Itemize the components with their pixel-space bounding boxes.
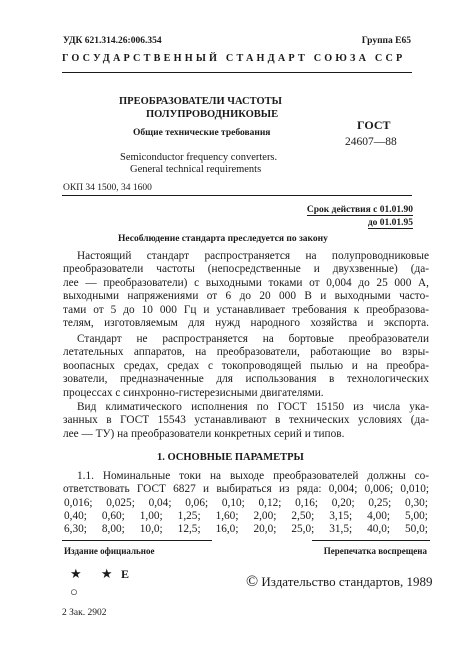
- value: 0,60;: [101, 510, 125, 522]
- circle-mark: ○: [70, 584, 78, 599]
- text-line: занных в ГОСТ 15543 устанавливают в технических условиях (да-: [63, 414, 429, 427]
- value: 25,0;: [291, 523, 315, 535]
- subtitle: Общие технические требования: [133, 128, 271, 138]
- copyright-text: Издательство стандартов, 1989: [261, 574, 433, 589]
- order-number: 2 Зак. 2902: [62, 608, 107, 618]
- value: 1,60;: [215, 510, 239, 522]
- title-rule: [62, 195, 412, 196]
- value: 4,00;: [367, 510, 391, 522]
- footer-rule-right: [312, 540, 430, 541]
- value: 0,016;: [64, 497, 93, 509]
- value: 16,0;: [215, 523, 239, 535]
- gost-label: ГОСТ: [357, 118, 391, 132]
- value: 6,30;: [64, 523, 87, 535]
- current-values-row-2: [64, 510, 428, 522]
- value: 2,50;: [291, 510, 315, 522]
- title-line-2: ПОЛУПРОВОДНИКОВЫЕ: [146, 109, 279, 120]
- section-heading: 1. ОСНОВНЫЕ ПАРАМЕТРЫ: [157, 452, 304, 463]
- footer-rule-left: [62, 540, 212, 541]
- text-line: Стандарт не распространяется на бортовые преобразователи: [77, 333, 429, 345]
- text-line: Настоящий стандарт распространяется на полупроводниковые: [77, 250, 429, 262]
- clause-1-1: [63, 470, 429, 497]
- copyright-line: [246, 573, 433, 591]
- value: 12,5;: [177, 523, 201, 535]
- value: 0,10;: [221, 497, 245, 509]
- value: 0,40;: [64, 510, 87, 522]
- title-line-1: ПРЕОБРАЗОВАТЕЛИ ЧАСТОТЫ: [119, 96, 282, 107]
- value: 5,00;: [405, 510, 428, 522]
- value: 0,06;: [185, 497, 209, 509]
- value: 1,00;: [139, 510, 163, 522]
- value: 0,20;: [331, 497, 355, 509]
- okp-code: ОКП 34 1500, 34 1600: [63, 183, 152, 193]
- star-marks: ★ ★: [70, 566, 121, 581]
- state-standard-banner: ГОСУДАРСТВЕННЫЙ СТАНДАРТ СОЮЗА ССР: [62, 53, 406, 64]
- text-line: процессах с синхронно-гистерезисными двигателями.: [63, 386, 324, 399]
- text-line: ответствовать ГОСТ 6827 и выбираться из ряда: 0,004; 0,006; 0,010;: [63, 483, 429, 496]
- value: 2,00;: [253, 510, 277, 522]
- udk-code: УДК 621.314.26:006.354: [63, 36, 162, 46]
- text-line: летательных аппаратов, на преобразователи, работающие во взры-: [63, 346, 429, 359]
- value: 0,04;: [148, 497, 172, 509]
- text-line: телям, изготовляемым для нужд народного хозяйства и экспорта.: [63, 317, 429, 330]
- text-line: 1.1. Номинальные токи на выходе преобразователей должны со-: [77, 470, 429, 482]
- value: 50,0;: [405, 523, 428, 535]
- text-line: лее — ТУ) на преобразователи конкретных серий и типов.: [63, 427, 345, 440]
- value: 40,0;: [367, 523, 391, 535]
- paragraph-climate: [63, 401, 429, 441]
- text-line: зователи, предназначенные для использования в технологических: [63, 373, 429, 386]
- english-title-line-1: Semiconductor frequency converters.: [120, 152, 278, 163]
- value: 0,25;: [368, 497, 392, 509]
- current-values-row-1: [64, 497, 428, 509]
- value: 0,025;: [106, 497, 135, 509]
- legal-warning: Несоблюдение стандарта преследуется по закону: [118, 234, 328, 244]
- value: 0,30;: [405, 497, 428, 509]
- value: 3,15;: [329, 510, 353, 522]
- text-line: тами от 5 до 10 000 Гц и устанавливает требования к преобразова-: [63, 303, 429, 316]
- text-line: воопасных средах, средах с токопроводящей пылью и на преобра-: [63, 359, 429, 372]
- value: 31,5;: [329, 523, 353, 535]
- validity-period-start: Срок действия с 01.01.90: [306, 205, 413, 215]
- group-code: Группа Е65: [361, 36, 411, 46]
- mark-e: Е: [121, 567, 130, 581]
- reprint-notice: Перепечатка воспрещена: [323, 546, 427, 556]
- current-values-row-3: [64, 523, 428, 535]
- paragraph-scope: [63, 250, 429, 330]
- english-title-line-2: General technical requirements: [130, 164, 262, 175]
- value: 1,25;: [177, 510, 201, 522]
- value: 0,16;: [295, 497, 319, 509]
- value: 0,12;: [258, 497, 282, 509]
- text-line: выходными напряжениями от 6 до 20 000 В и выходными часто-: [63, 290, 429, 303]
- text-line: преобразователи частоты (непосредственные и двухзвенные) (да-: [63, 263, 429, 276]
- edition-label: Издание официальное: [64, 546, 155, 556]
- value: 8,00;: [101, 523, 125, 535]
- validity-period-end: до 01.01.95: [367, 218, 413, 228]
- text-line: Вид климатического исполнения по ГОСТ 15150 из числа ука-: [77, 401, 429, 413]
- value: 10,0;: [139, 523, 163, 535]
- copyright-icon: ©: [246, 573, 259, 590]
- header-rule: [62, 72, 412, 73]
- text-line: лее — преобразователи) с выходными токами от 0,004 до 25 000 А,: [63, 276, 429, 289]
- value: 20,0;: [253, 523, 277, 535]
- paragraph-exclusions: [63, 333, 429, 400]
- gost-number: 24607—88: [345, 136, 397, 148]
